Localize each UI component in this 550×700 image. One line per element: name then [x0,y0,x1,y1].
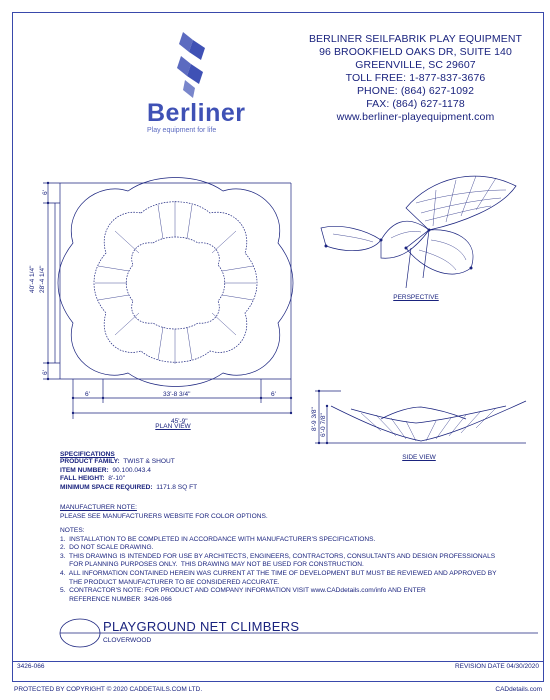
specifications [60,451,320,492]
spec-row: PRODUCT FAMILY: TWIST & SHOUT [60,458,175,465]
company-header [303,33,528,124]
footer-divider [13,661,543,662]
revision-date: REVISION DATE 04/30/2020 [454,663,539,670]
logo-name: Berliner [147,99,246,127]
note-item: 1. INSTALLATION TO BE COMPLETED IN ACCORDANCE WITH MANUFACTURER'S SPECIFICATIONS. [60,535,376,543]
plan-dim-bottom-side-right: 6' [271,391,276,398]
company-address-line-2: GREENVILLE, SC 29607 [355,59,476,71]
note-item: 2. DO NOT SCALE DRAWING. [60,544,154,552]
company-tollfree: TOLL FREE: 1-877-837-3676 [345,72,486,84]
notes [60,527,540,604]
perspective-drawing [311,168,536,293]
copyright: PROTECTED BY COPYRIGHT © 2020 CADDETAILS.COM LTD. [14,686,203,693]
note-item: THE PRODUCT MANUFACTURER TO BE CONSIDERED ACCURATE. [60,578,280,586]
side-dim-inner: 6'-0 7/8" [320,413,327,437]
logo-tagline: Play equipment for life [147,127,217,134]
company-phone: PHONE: (864) 627-1092 [356,85,475,97]
side-dim-outer: 8'-9 3/8" [311,407,318,431]
manufacturer-note [60,504,360,521]
plan-dim-left-inner: 28'-4 1/4" [39,265,46,293]
drawing-title: PLAYGROUND NET CLIMBERS [103,619,300,634]
plan-dim-overall: 45'-9" [171,418,188,425]
plan-dim-left-outer: 40'-4 1/4" [29,265,36,293]
company-name: BERLINER SEILFABRIK PLAY EQUIPMENT [308,33,523,45]
plan-dim-bottom-side-left: 6' [85,391,90,398]
side-view-drawing [301,381,536,456]
plan-dim-center: 33'-8 3/4" [163,391,191,398]
plan-dim-bottom-left: 6' [42,370,49,375]
drawing-subtitle: CLOVERWOOD [103,637,152,644]
spec-row: ITEM NUMBER: 90.100.043.4 [60,466,151,474]
drawing-sheet [12,12,544,682]
company-fax: FAX: (864) 627-1178 [366,98,465,110]
plan-view-caption: PLAN VIEW [155,423,191,430]
notes-heading: NOTES: [60,527,85,534]
logo-mark-icon [175,30,215,100]
caddetails-brand: CADdetails.com [495,686,542,693]
plan-dim-top: 6' [42,190,49,195]
spec-row: MINIMUM SPACE REQUIRED: 1171.8 SQ FT [60,483,198,491]
manufacturer-note-heading: MANUFACTURER NOTE: [60,504,137,511]
logo [147,25,263,137]
note-item: 4. ALL INFORMATION CONTAINED HEREIN WAS CURRENT AT THE TIME OF DEVELOPMENT BUT MUST BE REVIEWED AND APPROVED BY [60,569,497,577]
company-website: www.berliner-playequipment.com [336,111,495,123]
note-item: REFERENCE NUMBER 3426-066 [60,595,172,603]
note-item: FOR PLANNING PURPOSES ONLY. THIS DRAWING MAY NOT BE USED FOR CONSTRUCTION. [60,561,364,569]
spec-row: FALL HEIGHT: 8'-10" [60,475,126,483]
note-item: 5. CONTRACTOR'S NOTE: FOR PRODUCT AND COMPANY INFORMATION VISIT www.CADdetails.com/info AND ENTER [60,587,426,595]
specifications-heading: SPECIFICATIONS [60,451,115,458]
perspective-caption: PERSPECTIVE [393,294,439,301]
manufacturer-note-text: PLEASE SEE MANUFACTURERS WEBSITE FOR COLOR OPTIONS. [60,512,268,520]
company-address-line-1: 96 BROOKFIELD OAKS DR, SUITE 140 [319,46,512,58]
side-view-caption: SIDE VIEW [402,454,436,461]
note-item: 3. THIS DRAWING IS INTENDED FOR USE BY ARCHITECTS, ENGINEERS, CONTRACTORS, CONSULTANTS AND DESIGN PROFESSIONALS [60,552,496,560]
plan-view-drawing [13,153,303,433]
reference-number: 3426-066 [17,663,45,670]
